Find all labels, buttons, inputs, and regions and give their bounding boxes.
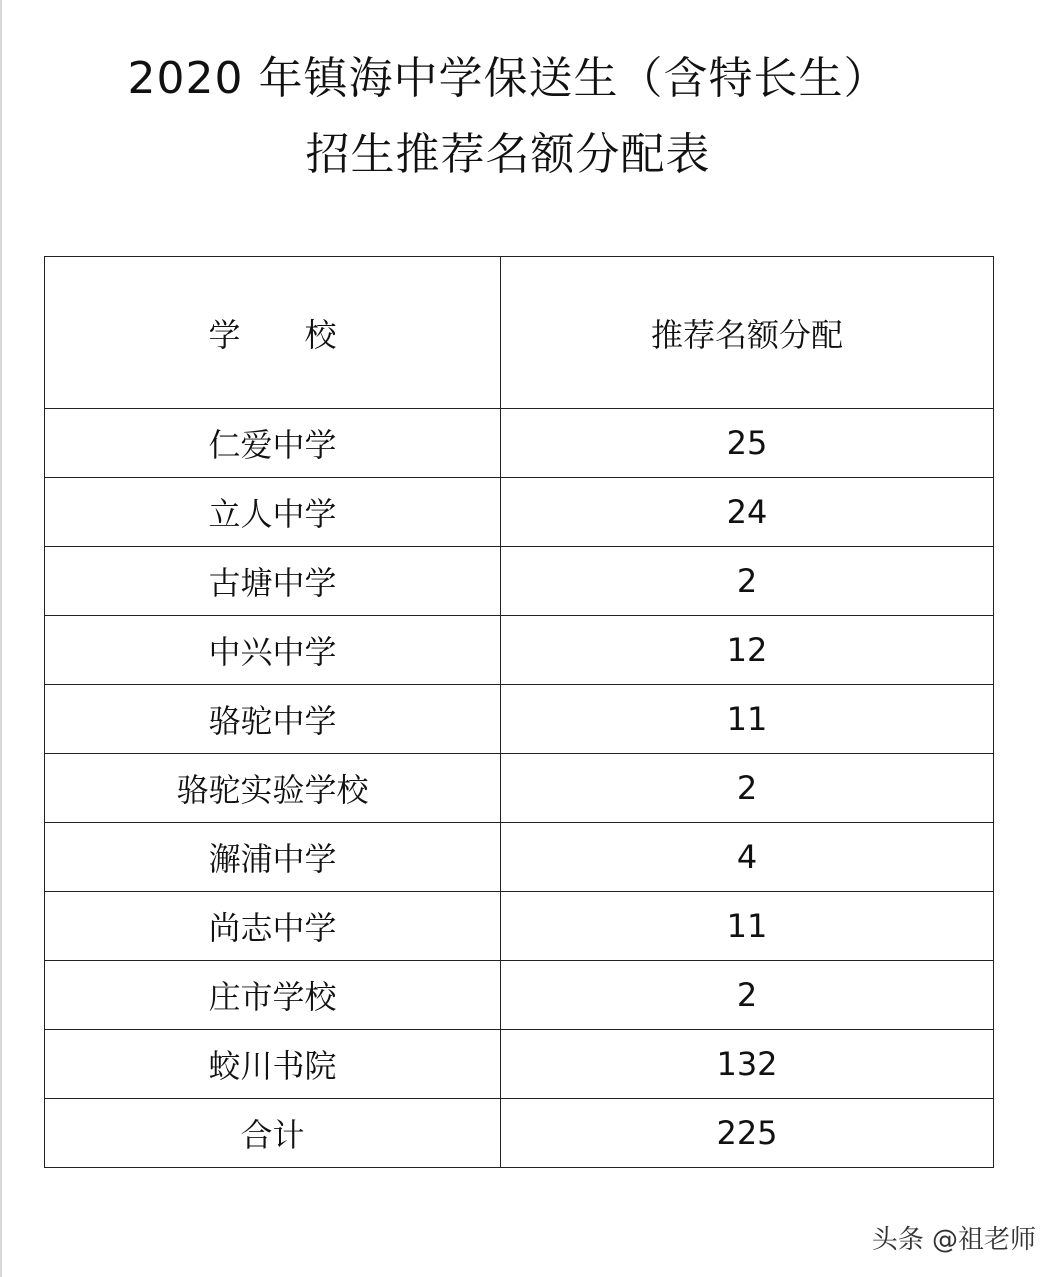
school-cell: 澥浦中学 bbox=[45, 823, 501, 892]
quota-cell: 2 bbox=[501, 754, 994, 823]
school-cell: 尚志中学 bbox=[45, 892, 501, 961]
table-row bbox=[45, 685, 994, 754]
table-row bbox=[45, 823, 994, 892]
school-cell: 古塘中学 bbox=[45, 547, 501, 616]
table-row bbox=[45, 478, 994, 547]
table-row bbox=[45, 754, 994, 823]
header-quota: 推荐名额分配 bbox=[501, 257, 994, 409]
quota-cell: 4 bbox=[501, 823, 994, 892]
school-cell: 骆驼实验学校 bbox=[45, 754, 501, 823]
quota-cell: 2 bbox=[501, 961, 994, 1030]
school-cell: 中兴中学 bbox=[45, 616, 501, 685]
quota-table bbox=[44, 256, 994, 1168]
quota-cell: 132 bbox=[501, 1030, 994, 1099]
table-row bbox=[45, 1030, 994, 1099]
quota-cell: 25 bbox=[501, 409, 994, 478]
school-cell: 立人中学 bbox=[45, 478, 501, 547]
table-row bbox=[45, 892, 994, 961]
header-school: 学 校 bbox=[45, 257, 501, 409]
total-value: 225 bbox=[501, 1099, 994, 1168]
table-header-row bbox=[45, 257, 994, 409]
school-cell: 庄市学校 bbox=[45, 961, 501, 1030]
table-row bbox=[45, 547, 994, 616]
table-row bbox=[45, 961, 994, 1030]
watermark: 头条 @祖老师 bbox=[871, 1225, 1036, 1255]
school-cell: 蛟川书院 bbox=[45, 1030, 501, 1099]
quota-cell: 24 bbox=[501, 478, 994, 547]
page-edge bbox=[0, 0, 2, 1277]
quota-cell: 12 bbox=[501, 616, 994, 685]
school-cell: 仁爱中学 bbox=[45, 409, 501, 478]
quota-cell: 2 bbox=[501, 547, 994, 616]
table-total-row bbox=[45, 1099, 994, 1168]
document-title-line1: 2020 年镇海中学保送生（含特长生） bbox=[127, 53, 889, 104]
total-label: 合计 bbox=[45, 1099, 501, 1168]
quota-cell: 11 bbox=[501, 685, 994, 754]
table-row bbox=[45, 409, 994, 478]
table-row bbox=[45, 616, 994, 685]
quota-cell: 11 bbox=[501, 892, 994, 961]
school-cell: 骆驼中学 bbox=[45, 685, 501, 754]
document-title-line2: 招生推荐名额分配表 bbox=[305, 129, 711, 180]
